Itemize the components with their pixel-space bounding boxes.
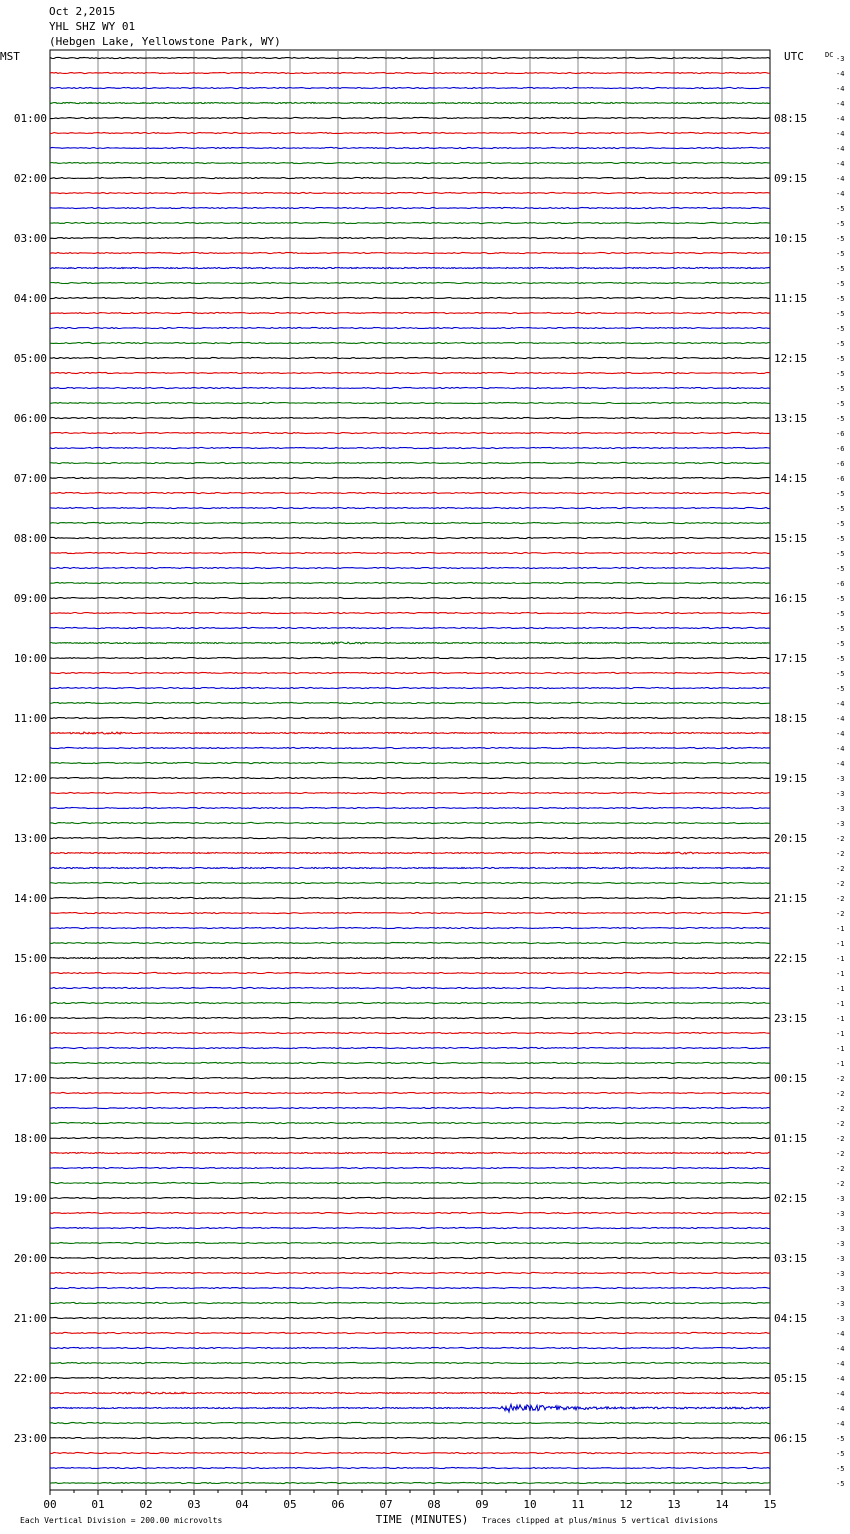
dc-offset-value: -4	[836, 1420, 845, 1428]
plot-frame	[50, 50, 770, 1490]
seismic-trace	[50, 627, 770, 628]
seismic-trace	[50, 822, 770, 823]
seismic-trace	[50, 102, 770, 103]
seismic-trace	[50, 162, 770, 163]
seismic-trace	[50, 1377, 770, 1378]
seismic-trace	[50, 447, 770, 448]
seismic-trace	[50, 1212, 770, 1213]
seismic-trace	[50, 567, 770, 568]
dc-offset-value: -2	[836, 1150, 845, 1158]
mst-hour-label: 20:00	[13, 1252, 47, 1265]
dc-offset-value: -3	[836, 790, 845, 798]
x-tick-label: 13	[667, 1498, 681, 1511]
x-tick-label: 02	[139, 1498, 153, 1511]
seismic-trace	[50, 1347, 770, 1348]
seismic-trace	[50, 882, 770, 883]
dc-offset-value: -6	[836, 445, 845, 453]
seismic-trace	[50, 702, 770, 703]
seismic-trace	[50, 1182, 770, 1183]
seismic-trace	[50, 927, 770, 928]
dc-offset-value: -3	[836, 1195, 845, 1203]
seismic-trace	[50, 657, 770, 658]
dc-offset-value: -4	[836, 700, 845, 708]
mst-hour-label: 09:00	[13, 592, 47, 605]
dc-offset-value: -3	[836, 1270, 845, 1278]
dc-offset-value: -5	[836, 325, 845, 333]
mst-hour-label: 17:00	[13, 1072, 47, 1085]
mst-hour-label: 14:00	[13, 892, 47, 905]
seismic-trace	[50, 867, 770, 868]
seismic-trace	[50, 207, 770, 208]
dc-offset-value: -4	[836, 85, 845, 93]
dc-offset-value: -2	[836, 1090, 845, 1098]
seismic-trace	[50, 1452, 770, 1453]
seismic-trace	[50, 507, 770, 508]
dc-offset-value: -5	[836, 205, 845, 213]
mst-hour-label: 19:00	[13, 1192, 47, 1205]
dc-offset-value: -4	[836, 730, 845, 738]
utc-hour-label: 22:15	[774, 952, 808, 965]
x-tick-label: 10	[523, 1498, 537, 1511]
dc-offset-value: -2	[836, 850, 845, 858]
seismic-trace	[50, 1017, 770, 1018]
seismic-trace	[50, 1197, 770, 1198]
utc-hour-label: 21:15	[774, 892, 808, 905]
x-tick-label: 05	[283, 1498, 297, 1511]
seismic-trace	[50, 57, 770, 58]
dc-offset-value: -5	[836, 220, 845, 228]
dc-offset-value: -4	[836, 130, 845, 138]
dc-offset-value: -4	[836, 1405, 845, 1413]
dc-offset-value: -1	[836, 1000, 845, 1008]
seismic-trace	[50, 582, 770, 583]
dc-offset-value: -1	[836, 955, 845, 963]
dc-offset-value: -3	[836, 1240, 845, 1248]
seismic-trace	[50, 972, 770, 973]
utc-hour-label: 19:15	[774, 772, 808, 785]
seismic-trace	[50, 1167, 770, 1168]
x-tick-label: 06	[331, 1498, 345, 1511]
seismic-trace	[50, 762, 770, 763]
dc-offset-value: -3	[836, 1285, 845, 1293]
mst-hour-label: 18:00	[13, 1132, 47, 1145]
dc-offset-value: -4	[836, 715, 845, 723]
seismic-trace	[50, 1032, 770, 1033]
dc-offset-value: -5	[836, 385, 845, 393]
seismic-trace	[50, 117, 770, 118]
seismic-trace	[50, 387, 770, 388]
dc-offset-value: -4	[836, 1330, 845, 1338]
mst-hour-label: 03:00	[13, 232, 47, 245]
seismic-trace	[50, 1002, 770, 1003]
seismic-trace	[50, 1437, 770, 1438]
utc-hour-label: 14:15	[774, 472, 808, 485]
seismic-trace	[50, 687, 770, 688]
seismic-trace	[50, 1092, 770, 1093]
dc-offset-value: -4	[836, 100, 845, 108]
mst-hour-label: 02:00	[13, 172, 47, 185]
x-tick-label: 09	[475, 1498, 489, 1511]
dc-offset-value: -4	[836, 145, 845, 153]
dc-offset-value: -6	[836, 580, 845, 588]
seismic-trace	[50, 267, 770, 268]
mst-axis-label: MST	[0, 50, 20, 63]
seismic-trace	[50, 672, 770, 673]
seismic-trace	[50, 942, 770, 943]
dc-offset-value: -3	[836, 805, 845, 813]
mst-hour-label: 10:00	[13, 652, 47, 665]
seismic-trace	[50, 522, 770, 523]
dc-offset-value: -3	[836, 1300, 845, 1308]
seismic-trace	[50, 1047, 770, 1048]
dc-offset-value: -5	[836, 340, 845, 348]
utc-hour-label: 23:15	[774, 1012, 808, 1025]
dc-offset-value: -6	[836, 430, 845, 438]
seismic-trace	[50, 1302, 770, 1303]
seismic-trace	[50, 897, 770, 898]
dc-offset-value: -1	[836, 1060, 845, 1068]
seismic-trace	[50, 492, 770, 493]
dc-offset-value: -2	[836, 1105, 845, 1113]
seismic-trace	[50, 732, 770, 734]
dc-offset-value: -4	[836, 1345, 845, 1353]
seismic-trace	[50, 462, 770, 463]
seismic-trace	[50, 297, 770, 298]
utc-hour-label: 18:15	[774, 712, 808, 725]
dc-offset-value: -1	[836, 970, 845, 978]
dc-offset-value: -4	[836, 160, 845, 168]
x-axis-label: TIME (MINUTES)	[375, 1513, 469, 1526]
utc-hour-label: 15:15	[774, 532, 808, 545]
dc-offset-value: -5	[836, 280, 845, 288]
dc-offset-value: -2	[836, 865, 845, 873]
x-tick-label: 08	[427, 1498, 441, 1511]
mst-hour-label: 21:00	[13, 1312, 47, 1325]
dc-offset-value: -5	[836, 310, 845, 318]
seismic-trace	[50, 1332, 770, 1333]
seismic-trace	[50, 312, 770, 313]
seismic-trace	[50, 537, 770, 538]
dc-offset-value: -4	[836, 190, 845, 198]
dc-offset-value: -5	[836, 1450, 845, 1458]
dc-offset-value: -1	[836, 1030, 845, 1038]
seismic-trace	[50, 612, 770, 613]
seismic-trace	[50, 792, 770, 793]
dc-offset-value: -6	[836, 475, 845, 483]
dc-offset-value: -2	[836, 880, 845, 888]
x-tick-label: 03	[187, 1498, 201, 1511]
seismic-trace	[50, 72, 770, 73]
dc-offset-value: -2	[836, 835, 845, 843]
dc-offset-value: -5	[836, 595, 845, 603]
mst-hour-label: 12:00	[13, 772, 47, 785]
seismic-trace	[50, 1287, 770, 1288]
dc-offset-value: -5	[836, 490, 845, 498]
dc-offset-value: -4	[836, 1375, 845, 1383]
dc-offset-value: -4	[836, 175, 845, 183]
utc-hour-label: 12:15	[774, 352, 808, 365]
seismic-trace	[50, 1422, 770, 1423]
utc-hour-label: 02:15	[774, 1192, 808, 1205]
x-tick-label: 11	[571, 1498, 585, 1511]
dc-offset-value: -5	[836, 1435, 845, 1443]
seismic-trace	[50, 1107, 770, 1108]
dc-offset-value: -3	[836, 55, 845, 63]
seismic-trace	[50, 807, 770, 808]
dc-label: DC	[825, 51, 834, 59]
mst-hour-label: 07:00	[13, 472, 47, 485]
seismic-trace	[50, 1392, 770, 1394]
dc-offset-value: -2	[836, 1180, 845, 1188]
dc-offset-value: -2	[836, 910, 845, 918]
seismic-trace	[50, 1122, 770, 1123]
seismic-trace	[50, 987, 770, 988]
dc-offset-value: -5	[836, 550, 845, 558]
dc-offset-value: -5	[836, 265, 845, 273]
seismic-trace	[50, 597, 770, 598]
mst-hour-label: 08:00	[13, 532, 47, 545]
dc-offset-value: -3	[836, 820, 845, 828]
seismic-trace	[50, 252, 770, 253]
dc-offset-value: -5	[836, 640, 845, 648]
utc-hour-label: 05:15	[774, 1372, 808, 1385]
dc-offset-value: -4	[836, 745, 845, 753]
seismic-trace	[50, 1362, 770, 1363]
seismic-trace	[50, 1152, 770, 1154]
dc-offset-value: -2	[836, 895, 845, 903]
mst-hour-label: 16:00	[13, 1012, 47, 1025]
mst-hour-label: 11:00	[13, 712, 47, 725]
dc-offset-value: -5	[836, 670, 845, 678]
dc-offset-value: -4	[836, 70, 845, 78]
station-location: (Hebgen Lake, Yellowstone Park, WY)	[49, 35, 281, 48]
dc-offset-value: -5	[836, 520, 845, 528]
x-tick-label: 00	[43, 1498, 57, 1511]
seismic-trace	[50, 1137, 770, 1138]
utc-hour-label: 16:15	[774, 592, 808, 605]
mst-hour-label: 15:00	[13, 952, 47, 965]
seismic-trace	[50, 357, 770, 358]
utc-hour-label: 20:15	[774, 832, 808, 845]
seismic-trace	[50, 147, 770, 148]
seismic-trace	[50, 237, 770, 238]
dc-offset-value: -5	[836, 685, 845, 693]
dc-offset-value: -5	[836, 625, 845, 633]
mst-hour-label: 06:00	[13, 412, 47, 425]
mst-hour-label: 22:00	[13, 1372, 47, 1385]
seismic-trace	[50, 282, 770, 283]
utc-hour-label: 17:15	[774, 652, 808, 665]
seismic-trace	[50, 432, 770, 433]
dc-offset-value: -5	[836, 250, 845, 258]
dc-offset-value: -2	[836, 1120, 845, 1128]
dc-offset-value: -3	[836, 1315, 845, 1323]
seismic-trace	[50, 642, 770, 644]
seismic-trace	[50, 132, 770, 133]
seismic-trace	[50, 957, 770, 958]
utc-hour-label: 06:15	[774, 1432, 808, 1445]
x-tick-label: 04	[235, 1498, 249, 1511]
utc-hour-label: 03:15	[774, 1252, 808, 1265]
dc-offset-value: -5	[836, 370, 845, 378]
dc-offset-value: -5	[836, 355, 845, 363]
x-tick-label: 12	[619, 1498, 633, 1511]
dc-offset-value: -2	[836, 1165, 845, 1173]
dc-offset-value: -4	[836, 115, 845, 123]
dc-offset-value: -3	[836, 1225, 845, 1233]
dc-offset-value: -3	[836, 1210, 845, 1218]
seismic-trace	[50, 1467, 770, 1468]
seismic-trace	[50, 1077, 770, 1078]
utc-axis-label: UTC	[784, 50, 804, 63]
seismic-trace	[50, 177, 770, 178]
seismic-trace	[50, 417, 770, 418]
dc-offset-value: -2	[836, 1135, 845, 1143]
dc-offset-value: -5	[836, 415, 845, 423]
mst-hour-label: 01:00	[13, 112, 47, 125]
seismic-trace	[50, 1257, 770, 1258]
mst-hour-label: 23:00	[13, 1432, 47, 1445]
mst-hour-label: 05:00	[13, 352, 47, 365]
dc-offset-value: -5	[836, 505, 845, 513]
dc-offset-value: -4	[836, 760, 845, 768]
seismic-trace	[50, 222, 770, 223]
utc-hour-label: 13:15	[774, 412, 808, 425]
dc-offset-value: -5	[836, 1465, 845, 1473]
dc-offset-value: -3	[836, 1255, 845, 1263]
dc-offset-value: -6	[836, 460, 845, 468]
dc-offset-value: -2	[836, 1075, 845, 1083]
station-code: YHL SHZ WY 01	[49, 20, 136, 33]
mst-hour-label: 13:00	[13, 832, 47, 845]
utc-hour-label: 04:15	[774, 1312, 808, 1325]
seismic-trace	[50, 1227, 770, 1228]
seismic-trace	[50, 747, 770, 748]
clipping-note: Traces clipped at plus/minus 5 vertical divisions	[482, 1516, 719, 1525]
seismic-trace	[50, 1482, 770, 1483]
seismic-trace	[50, 852, 770, 854]
seismic-trace	[50, 327, 770, 328]
utc-hour-label: 00:15	[774, 1072, 808, 1085]
seismic-trace	[50, 1404, 770, 1411]
seismic-trace	[50, 1062, 770, 1063]
seismic-trace	[50, 552, 770, 553]
seismic-trace	[50, 837, 770, 838]
seismic-trace	[50, 402, 770, 403]
seismic-trace	[50, 87, 770, 88]
dc-offset-value: -1	[836, 925, 845, 933]
dc-offset-value: -5	[836, 565, 845, 573]
dc-offset-value: -1	[836, 940, 845, 948]
dc-offset-value: -5	[836, 1480, 845, 1488]
seismic-trace	[50, 372, 770, 373]
dc-offset-value: -5	[836, 235, 845, 243]
dc-offset-value: -5	[836, 400, 845, 408]
seismic-trace	[50, 1272, 770, 1273]
seismic-trace	[50, 192, 770, 193]
x-tick-label: 15	[763, 1498, 777, 1511]
dc-offset-value: -4	[836, 1390, 845, 1398]
utc-hour-label: 08:15	[774, 112, 808, 125]
seismic-trace	[50, 777, 770, 778]
seismic-trace	[50, 477, 770, 478]
mst-hour-label: 04:00	[13, 292, 47, 305]
dc-offset-value: -5	[836, 655, 845, 663]
seismic-trace	[50, 1242, 770, 1243]
seismic-trace	[50, 1317, 770, 1318]
dc-offset-value: -5	[836, 610, 845, 618]
seismic-trace	[50, 912, 770, 913]
dc-offset-value: -4	[836, 1360, 845, 1368]
utc-hour-label: 10:15	[774, 232, 808, 245]
seismic-trace	[50, 717, 770, 718]
dc-offset-value: -1	[836, 1045, 845, 1053]
utc-hour-label: 11:15	[774, 292, 808, 305]
utc-hour-label: 01:15	[774, 1132, 808, 1145]
chart-date: Oct 2,2015	[49, 5, 116, 18]
x-tick-label: 14	[715, 1498, 729, 1511]
vertical-division-note: Each Vertical Division = 200.00 microvolts	[20, 1516, 223, 1525]
x-tick-label: 01	[91, 1498, 105, 1511]
seismic-trace	[50, 342, 770, 343]
dc-offset-value: -1	[836, 985, 845, 993]
x-tick-label: 07	[379, 1498, 393, 1511]
utc-hour-label: 09:15	[774, 172, 808, 185]
dc-offset-value: -5	[836, 535, 845, 543]
dc-offset-value: -5	[836, 295, 845, 303]
dc-offset-value: -1	[836, 1015, 845, 1023]
dc-offset-value: -3	[836, 775, 845, 783]
